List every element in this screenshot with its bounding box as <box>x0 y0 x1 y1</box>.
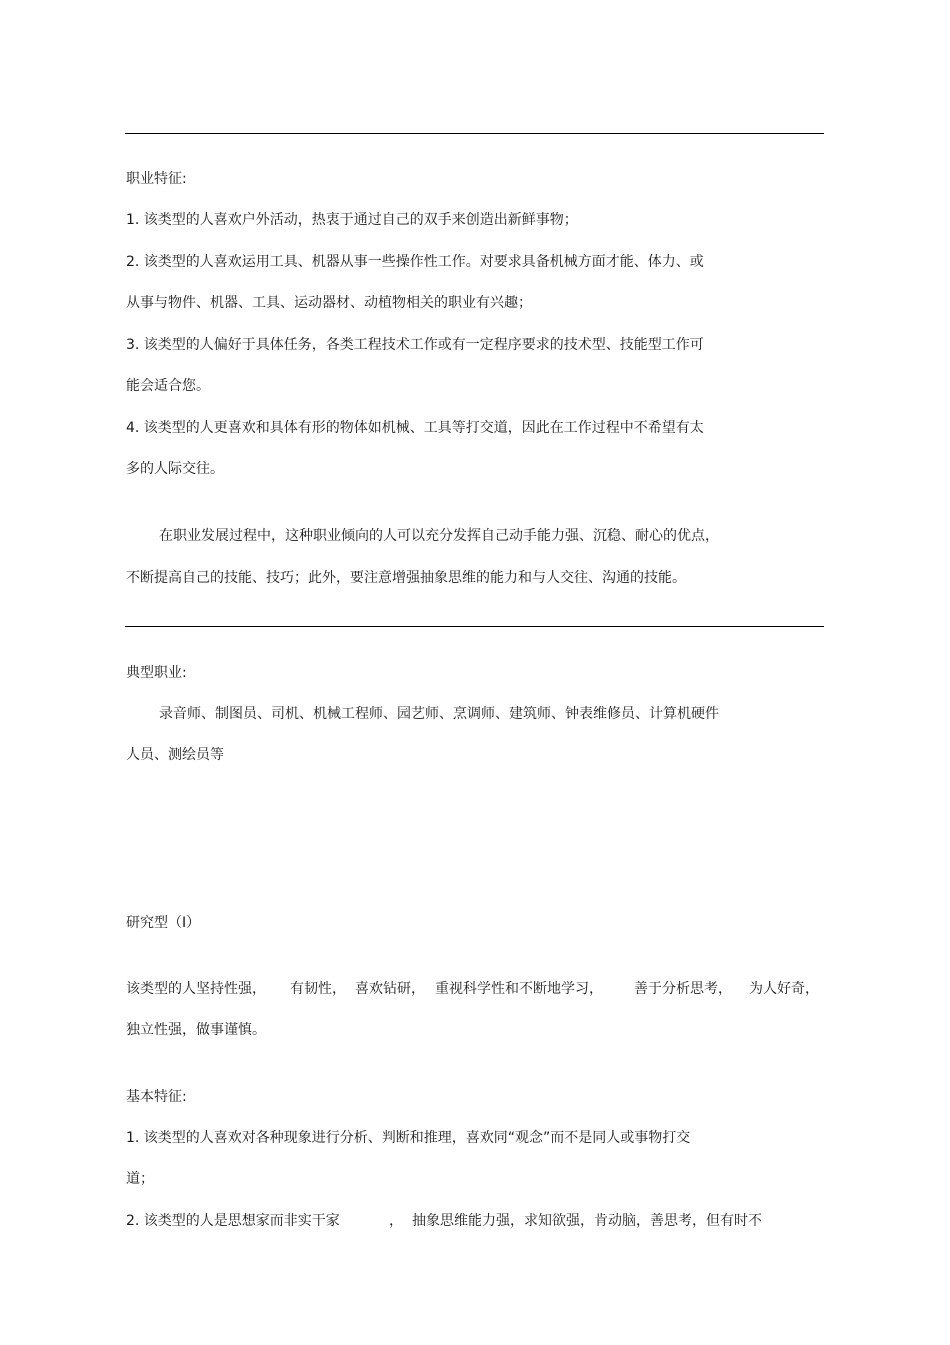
middle-divider <box>125 626 824 627</box>
intro-segment-4: 重视科学性和不断地学习， <box>435 981 603 997</box>
basic-item-2-comma: ， <box>389 1213 403 1229</box>
trait-item-2: 2. 该类型的人喜欢运用工具、机器从事一些操作性工作。对要求具备机械方面才能、体力、或 <box>126 254 704 270</box>
typical-jobs-heading: 典型职业: <box>126 665 187 681</box>
trait-item-1: 1. 该类型的人喜欢户外活动，热衷于通过自己的双手来创造出新鲜事物； <box>126 212 578 228</box>
trait-item-2-continued: 从事与物件、机器、工具、运动器材、动植物相关的职业有兴趣； <box>126 295 532 311</box>
typical-jobs-line-1: 录音师、制图员、司机、机械工程师、园艺师、烹调师、建筑师、钟表维修员、计算机硬件 <box>159 706 719 722</box>
basic-item-1: 1. 该类型的人喜欢对各种现象进行分析、判断和推理，喜欢同“观念”而不是同人或事物打交 <box>126 1130 691 1146</box>
intro-segment-3: 喜欢钻研， <box>355 981 425 997</box>
trait-item-3: 3. 该类型的人偏好于具体任务，各类工程技术工作或有一定程序要求的技术型、技能型工作可 <box>126 337 704 353</box>
top-divider <box>125 133 824 134</box>
intro-segment-5: 善于分析思考， <box>634 981 732 997</box>
career-traits-heading: 职业特征: <box>126 171 187 187</box>
trait-item-4-continued: 多的人际交往。 <box>126 461 224 477</box>
trait-item-4: 4. 该类型的人更喜欢和具体有形的物体如机械、工具等打交道，因此在工作过程中不希望有太 <box>126 420 704 436</box>
typical-jobs-line-2: 人员、测绘员等 <box>126 747 224 763</box>
intro-segment-2: 有韧性， <box>290 981 346 997</box>
development-paragraph-line-1: 在职业发展过程中，这种职业倾向的人可以充分发挥自己动手能力强、沉稳、耐心的优点， <box>159 528 719 544</box>
intro-line-2: 独立性强，做事谨慎。 <box>126 1022 266 1038</box>
basic-item-2-part-1: 2. 该类型的人是思想家而非实干家 <box>126 1213 340 1229</box>
basic-item-2-part-2: 抽象思维能力强，求知欲强，肯动脑，善思考，但有时不 <box>412 1213 762 1229</box>
basic-traits-heading: 基本特征: <box>126 1089 187 1105</box>
basic-item-1-continued: 道； <box>126 1171 154 1187</box>
development-paragraph-line-2: 不断提高自己的技能、技巧；此外，要注意增强抽象思维的能力和与人交往、沟通的技能。 <box>126 570 686 586</box>
investigative-type-heading: 研究型（I） <box>126 915 201 931</box>
intro-segment-6: 为人好奇， <box>749 981 819 997</box>
intro-segment-1: 该类型的人坚持性强， <box>126 981 266 997</box>
trait-item-3-continued: 能会适合您。 <box>126 378 210 394</box>
